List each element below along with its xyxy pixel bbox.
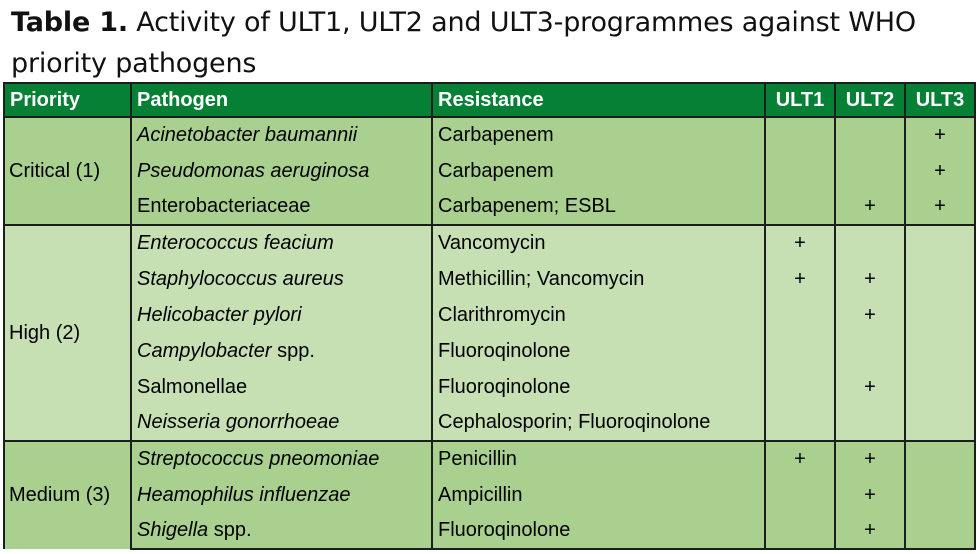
resistance-cell: Fluoroqinolone [432, 333, 765, 369]
pathogen-plain-text: Enterobacteriaceae [137, 195, 311, 217]
resistance-cell: Fluoroqinolone [432, 513, 765, 549]
priority-cell: Medium (3) [4, 441, 131, 549]
ult1-activity-cell [765, 333, 835, 369]
table-caption [11, 2, 971, 84]
header-ult3: ULT3 [905, 83, 975, 117]
pathogen-cell [131, 333, 432, 369]
resistance-cell: Cephalosporin; Fluoroqinolone [432, 405, 765, 441]
table-row [4, 189, 975, 225]
table-row [4, 333, 975, 369]
caption-label: Table 1. [11, 7, 128, 38]
caption-text: Activity of ULT1, ULT2 and ULT3-programmes against WHO priority pathogens [11, 7, 916, 79]
resistance-cell: Ampicillin [432, 477, 765, 513]
ult2-activity-cell: + [835, 261, 905, 297]
resistance-cell: Penicillin [432, 441, 765, 477]
ult3-activity-cell [905, 225, 975, 261]
ult1-activity-cell [765, 369, 835, 405]
table-row [4, 513, 975, 549]
pathogen-italic-text: Staphylococcus aureus [137, 267, 344, 290]
ult3-activity-cell [905, 297, 975, 333]
ult3-activity-cell: + [905, 117, 975, 153]
ult1-activity-cell [765, 189, 835, 225]
ult1-activity-cell [765, 405, 835, 441]
ult3-activity-cell [905, 333, 975, 369]
ult2-activity-cell [835, 153, 905, 189]
ult2-activity-cell: + [835, 513, 905, 549]
ult3-activity-cell [905, 513, 975, 549]
pathogen-italic-text: Helicobacter pylori [137, 303, 302, 326]
pathogen-cell [131, 513, 432, 549]
pathogen-cell [131, 297, 432, 333]
ult1-activity-cell [765, 117, 835, 153]
ult2-activity-cell [835, 225, 905, 261]
ult2-activity-cell [835, 117, 905, 153]
pathogen-italic-text: Campylobacter [137, 339, 272, 362]
pathogen-italic-text: Streptococcus pneomoniae [137, 448, 380, 470]
pathogen-cell [131, 117, 432, 153]
ult1-activity-cell: + [765, 441, 835, 477]
table-row [4, 261, 975, 297]
pathogen-italic-text: Acinetobacter baumannii [137, 124, 358, 146]
pathogen-plain-text: spp. [208, 519, 252, 541]
ult3-activity-cell: + [905, 153, 975, 189]
header-row [4, 83, 975, 117]
ult1-activity-cell [765, 513, 835, 549]
resistance-cell: Clarithromycin [432, 297, 765, 333]
table-row [4, 297, 975, 333]
ult2-activity-cell: + [835, 189, 905, 225]
pathogen-cell [131, 225, 432, 261]
table-row [4, 117, 975, 153]
ult3-activity-cell [905, 261, 975, 297]
pathogen-plain-text: Salmonellae [137, 375, 248, 398]
header-resistance: Resistance [432, 83, 765, 117]
pathogen-cell [131, 189, 432, 225]
ult1-activity-cell [765, 477, 835, 513]
table-row [4, 153, 975, 189]
ult1-activity-cell [765, 153, 835, 189]
ult3-activity-cell [905, 369, 975, 405]
ult2-activity-cell [835, 405, 905, 441]
resistance-cell: Vancomycin [432, 225, 765, 261]
table-body [4, 117, 975, 549]
resistance-cell: Carbapenem [432, 153, 765, 189]
header-ult1: ULT1 [765, 83, 835, 117]
priority-cell: Critical (1) [4, 117, 131, 225]
ult2-activity-cell: + [835, 441, 905, 477]
table-row [4, 369, 975, 405]
header-pathogen: Pathogen [131, 83, 432, 117]
ult3-activity-cell [905, 477, 975, 513]
ult1-activity-cell [765, 297, 835, 333]
resistance-cell: Carbapenem; ESBL [432, 189, 765, 225]
table-row [4, 477, 975, 513]
header-ult2: ULT2 [835, 83, 905, 117]
ult1-activity-cell: + [765, 261, 835, 297]
table-row [4, 225, 975, 261]
pathogen-cell [131, 153, 432, 189]
ult2-activity-cell: + [835, 477, 905, 513]
priority-cell: High (2) [4, 225, 131, 441]
ult2-activity-cell: + [835, 369, 905, 405]
pathogen-italic-text: Heamophilus influenzae [137, 483, 351, 506]
pathogen-cell [131, 441, 432, 477]
resistance-cell: Fluoroqinolone [432, 369, 765, 405]
ult3-activity-cell: + [905, 189, 975, 225]
ult2-activity-cell [835, 333, 905, 369]
pathogen-cell [131, 405, 432, 441]
header-priority: Priority [4, 83, 131, 117]
pathogen-italic-text: Neisseria gonorrhoeae [137, 411, 340, 433]
ult2-activity-cell: + [835, 297, 905, 333]
resistance-cell: Methicillin; Vancomycin [432, 261, 765, 297]
table-row [4, 441, 975, 477]
ult3-activity-cell [905, 441, 975, 477]
pathogen-cell [131, 261, 432, 297]
pathogen-cell [131, 369, 432, 405]
resistance-cell: Carbapenem [432, 117, 765, 153]
pathogen-plain-text: spp. [271, 339, 315, 362]
table-row [4, 405, 975, 441]
ult3-activity-cell [905, 405, 975, 441]
pathogen-italic-text: Shigella [137, 519, 209, 541]
pathogen-italic-text: Enterococcus feacium [137, 232, 334, 254]
pathogen-cell [131, 477, 432, 513]
ult1-activity-cell: + [765, 225, 835, 261]
pathogen-italic-text: Pseudomonas aeruginosa [137, 159, 370, 182]
pathogen-activity-table [3, 82, 976, 550]
